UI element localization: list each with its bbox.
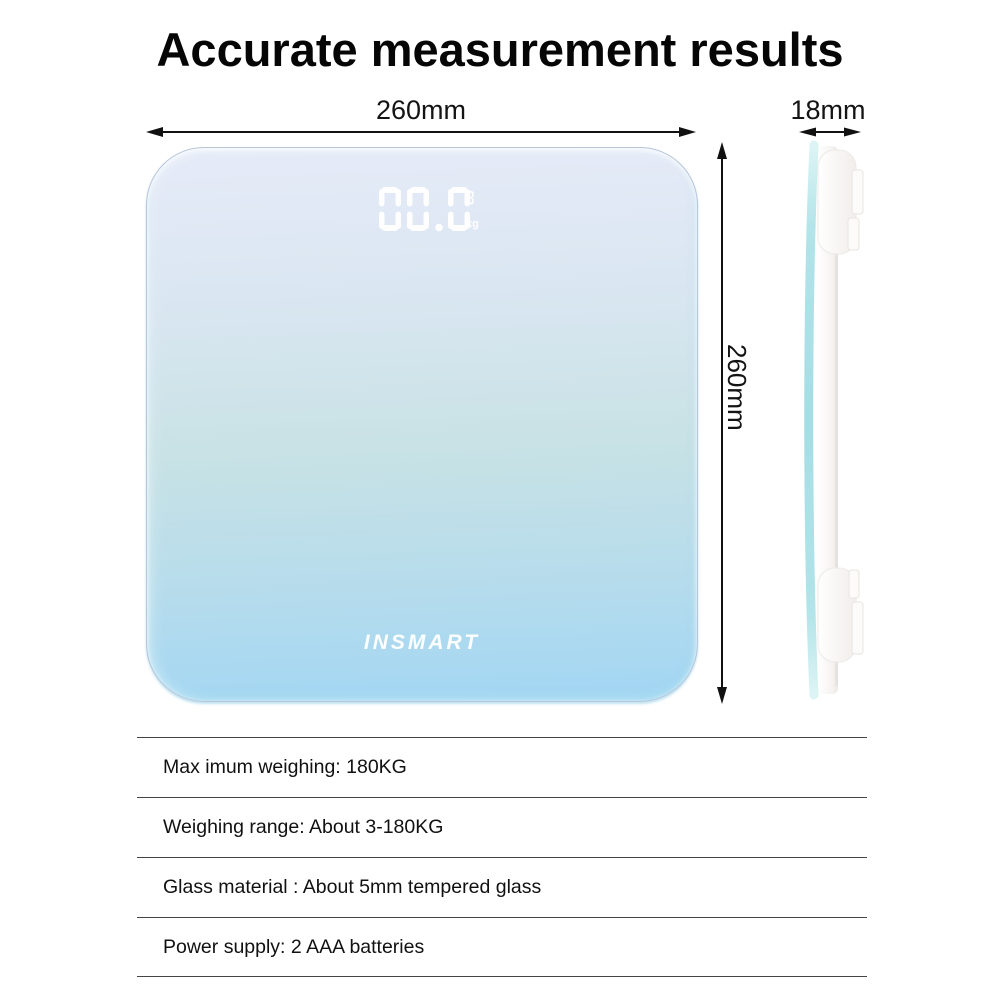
scale-side-view	[800, 138, 872, 704]
width-dimension-label: 260mm	[375, 95, 467, 125]
specs-table	[137, 737, 867, 977]
spec-row: Power supply: 2 AAA batteries	[137, 917, 867, 977]
display-unit-label: kg	[466, 218, 479, 230]
glass-edge	[809, 145, 814, 695]
scale-front-view	[146, 147, 698, 702]
brand-logo: INSMART	[363, 631, 481, 654]
bottom-foot	[818, 568, 863, 662]
page-title: Accurate measurement results	[156, 23, 844, 76]
spec-row: Max imum weighing: 180KG	[137, 737, 867, 797]
height-dimension-label: 260mm	[722, 344, 752, 431]
spec-row: Glass material : About 5mm tempered glass	[137, 857, 867, 917]
top-foot	[818, 150, 863, 254]
depth-dimension-label: 18mm	[790, 95, 866, 125]
width-dimension-arrow	[146, 124, 696, 140]
led-display	[379, 185, 491, 235]
spec-row: Weighing range: About 3-180KG	[137, 797, 867, 857]
